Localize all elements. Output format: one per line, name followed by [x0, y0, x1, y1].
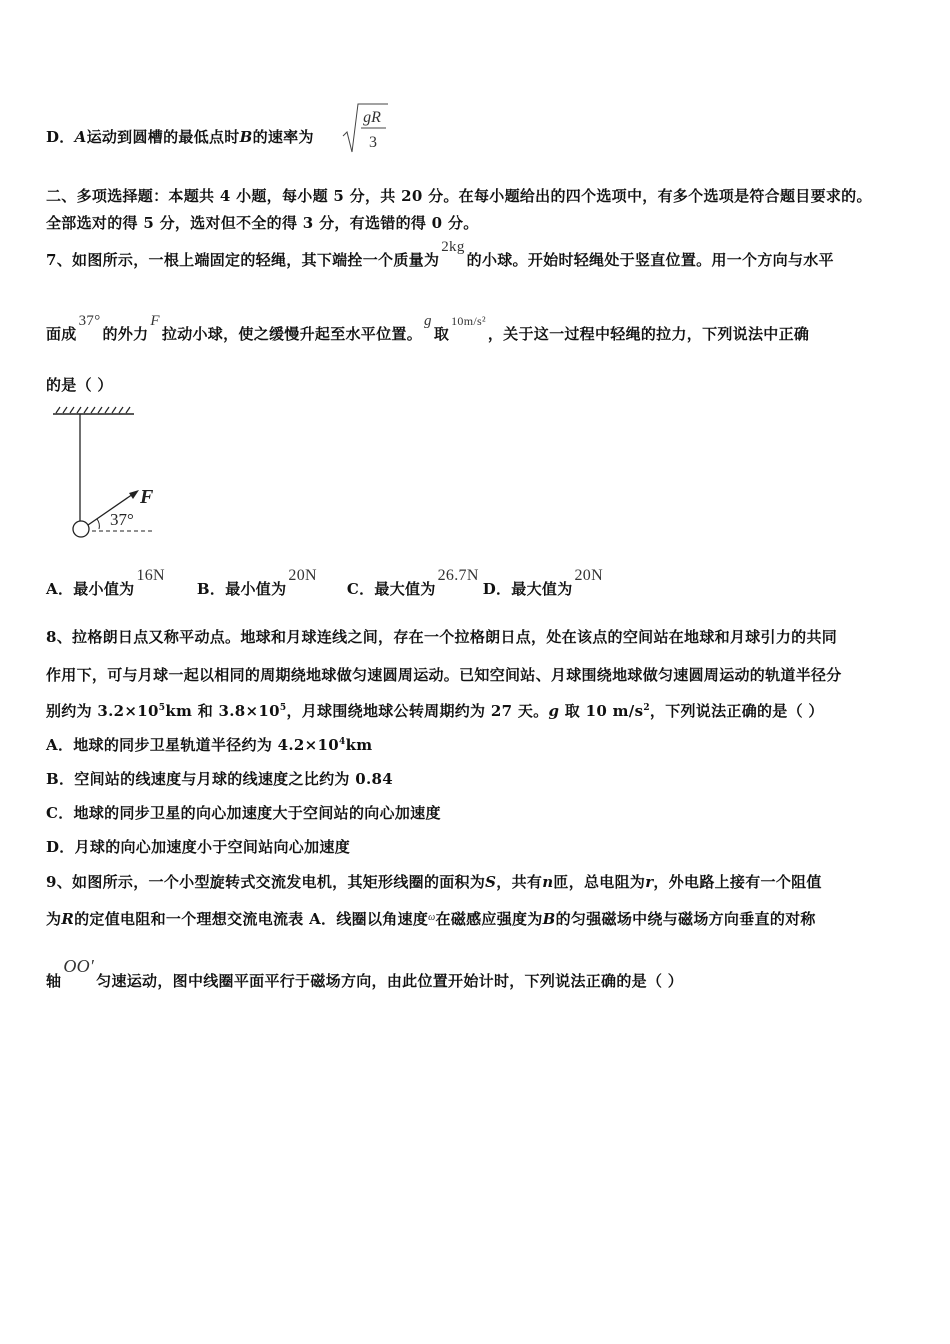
option-label: A．最小值为 — [46, 580, 135, 598]
q8-line3 — [46, 700, 824, 721]
q7-text: 面成 — [46, 325, 77, 343]
sqrt-numerator: gR — [363, 109, 381, 126]
var-b: B — [239, 128, 253, 146]
force-label: F — [140, 486, 154, 508]
q7-line1 — [46, 239, 834, 270]
axis-oo: OO′ — [63, 956, 95, 976]
option-label: D．最大值为 — [482, 580, 573, 598]
var-omega: ω — [428, 912, 436, 923]
sqrt-formula — [340, 100, 390, 156]
exponent: 4 — [339, 737, 346, 747]
q9-text: 的匀强磁场中绕与磁场方向垂直的对称 — [555, 910, 816, 928]
var-n: n — [542, 873, 554, 891]
q7-option-a[interactable] — [46, 567, 167, 599]
q8-text: 取 10 m/s — [559, 702, 644, 720]
var-b: B — [542, 910, 556, 928]
q9-text: 轴 — [46, 972, 62, 990]
option-value: 20N — [288, 567, 317, 584]
q8-g: g — [548, 702, 560, 720]
q7-line3: 的是（ ） — [46, 376, 113, 394]
q9-line2 — [46, 908, 816, 929]
var-s: S — [485, 873, 497, 891]
q7-text: 的小球。开始时轻绳处于竖直位置。用一个方向与水平 — [466, 251, 834, 269]
q8-option-b[interactable]: B．空间站的线速度与月球的线速度之比约为 0.84 — [46, 770, 393, 788]
option-label: C．最大值为 — [346, 580, 436, 598]
q8-text: 别约为 3.2×10 — [46, 702, 159, 720]
q7-text: 取 — [433, 325, 450, 343]
exponent: 5 — [279, 703, 287, 713]
q9-text: 的定值电阻和一个理想交流电流表 A．线圈以角速度 — [74, 910, 429, 928]
option-text: 运动到圆槽的最低点时 — [86, 128, 240, 146]
option-label: D． — [46, 128, 75, 146]
q8-line2: 作用下，可与月球一起以相同的周期绕地球做匀速圆周运动。已知空间站、月球围绕地球做匀速圆周运动的轨道半径分 — [46, 666, 842, 684]
q9-text: 为 — [46, 910, 62, 928]
section2-line2: 全部选对的得 5 分，选对但不全的得 3 分，有选错的得 0 分。 — [46, 214, 479, 232]
q7-text: 的外力 — [102, 325, 149, 343]
q8-line1: 8、拉格朗日点又称平动点。地球和月球连线之间，存在一个拉格朗日点，处在该点的空间站在地球和月球引力的共同 — [46, 628, 838, 646]
var-r: r — [645, 873, 654, 891]
sqrt-denominator: 3 — [369, 134, 377, 151]
q7-gval: 10m/s² — [451, 314, 486, 328]
q8-option-c[interactable]: C．地球的同步卫星的向心加速度大于空间站的向心加速度 — [46, 804, 441, 822]
q7-g: g — [424, 313, 432, 329]
exponent: 2 — [643, 703, 650, 713]
q9-text: ，共有 — [496, 873, 543, 891]
q9-text: 匝，总电阻为 — [553, 873, 646, 891]
pendulum-figure — [50, 404, 170, 542]
q7-option-c[interactable] — [346, 567, 481, 599]
ball — [73, 521, 89, 537]
q7-angle: 37° — [78, 313, 101, 329]
section2-line1: 二、多项选择题：本题共 4 小题，每小题 5 分，共 20 分。在每小题给出的四个选项中，有多个选项是符合题目要求的。 — [46, 187, 872, 205]
q7-text: 7、如图所示，一根上端固定的轻绳，其下端拴一个质量为 — [46, 251, 440, 269]
option-value: 16N — [136, 567, 165, 584]
q7-option-b[interactable] — [196, 567, 319, 599]
q8-text: km 和 3.8×10 — [165, 702, 280, 720]
q9-line1 — [46, 871, 822, 892]
q9-text: 9、如图所示，一个小型旋转式交流发电机，其矩形线圈的面积为 — [46, 873, 486, 891]
q8-text: ，月球围绕地球公转周期约为 27 天。 — [286, 702, 549, 720]
q7-options — [46, 567, 633, 599]
q7-mass: 2kg — [441, 239, 465, 255]
prev-question-option-d — [46, 126, 314, 147]
ceiling-hatch — [56, 407, 130, 413]
q9-text: 在磁感应强度为 — [435, 910, 543, 928]
q7-force: F — [150, 313, 160, 329]
var-a: A — [74, 128, 87, 146]
var-r-upper: R — [61, 910, 75, 928]
option-value: 20N — [574, 567, 603, 584]
exponent: 5 — [158, 703, 166, 713]
q9-line3 — [46, 956, 684, 991]
option-label: B．最小值为 — [196, 580, 287, 598]
q9-text: 匀速运动，图中线圈平面平行于磁场方向，由此位置开始计时，下列说法正确的是（ ） — [96, 972, 684, 990]
q7-option-d[interactable] — [482, 567, 605, 599]
q9-text: ，外电路上接有一个阻值 — [653, 873, 822, 891]
q7-line2 — [46, 313, 810, 344]
q7-text: ，关于这一过程中轻绳的拉力，下列说法中正确 — [487, 325, 810, 343]
angle-label: 37° — [110, 510, 134, 529]
option-text: A．地球的同步卫星轨道半径约为 4.2×10 — [46, 736, 340, 754]
option-value: 26.7N — [437, 567, 479, 584]
q8-option-d[interactable]: D．月球的向心加速度小于空间站向心加速度 — [46, 838, 351, 856]
q8-text: ，下列说法正确的是（ ） — [649, 702, 824, 720]
option-text: km — [345, 736, 373, 754]
option-text: 的速率为 — [252, 128, 314, 146]
q7-text: 拉动小球，使之缓慢升起至水平位置。 — [161, 325, 422, 343]
q8-option-a[interactable] — [46, 734, 372, 755]
